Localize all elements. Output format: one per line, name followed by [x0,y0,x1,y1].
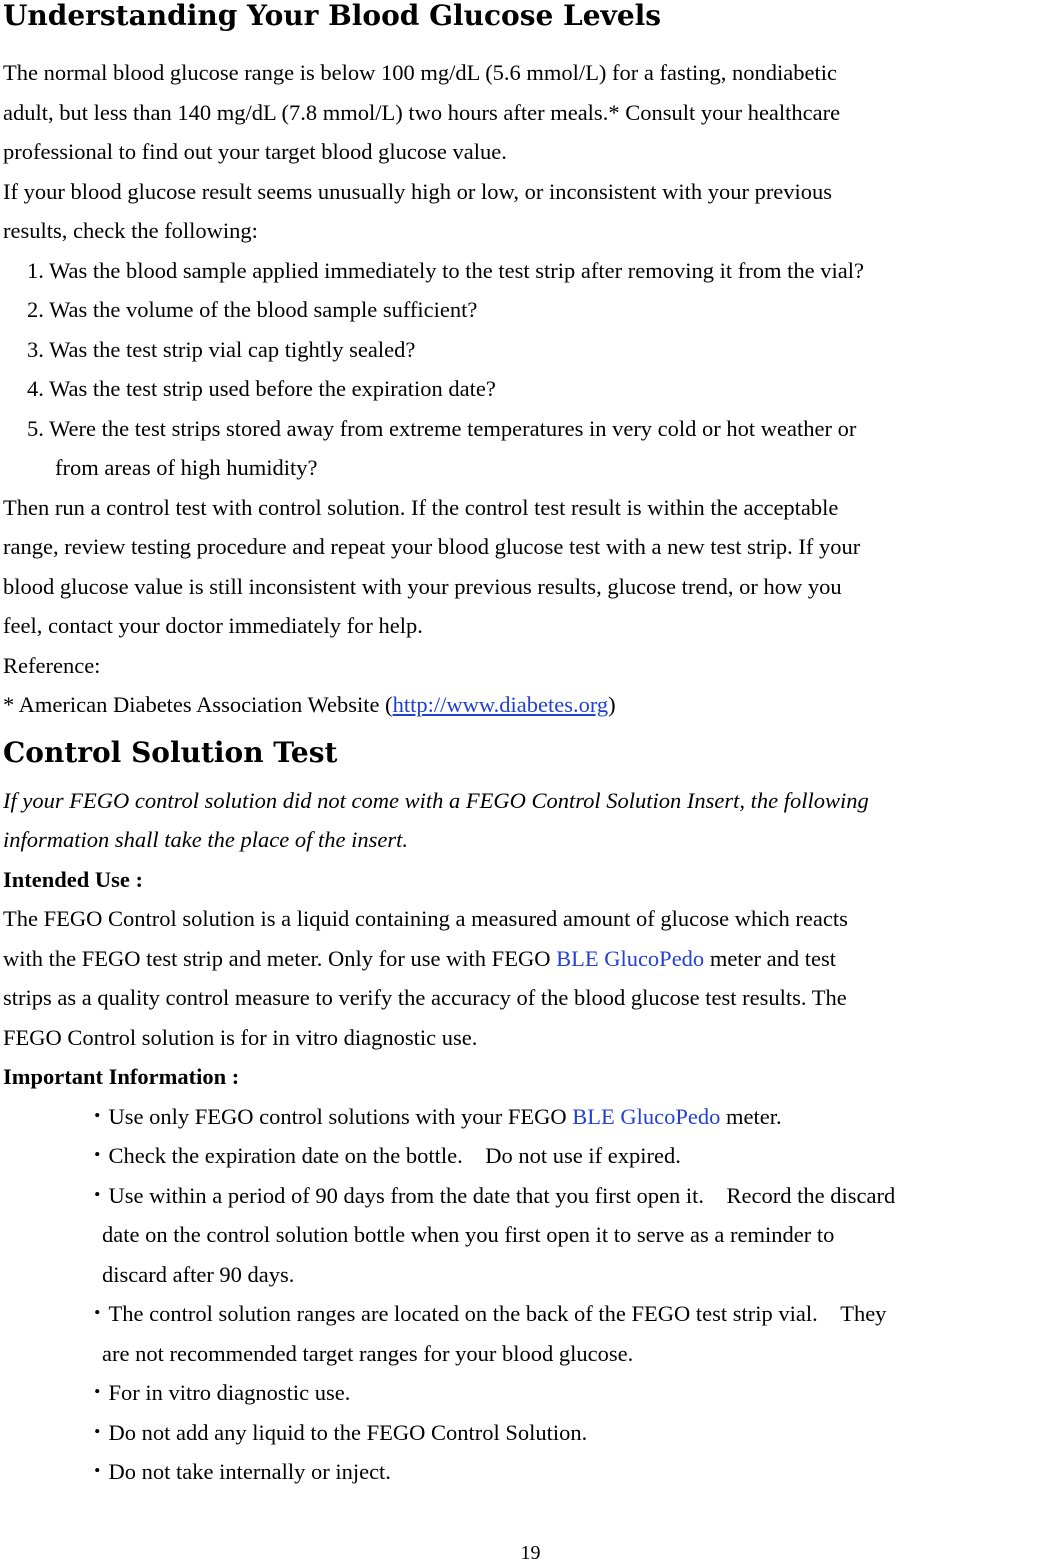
section-title-control-solution: Control Solution Test [3,735,338,769]
brand-name: BLE GlucoPedo [572,1103,721,1129]
paragraph-normal-range [3,53,1059,172]
text-line [3,939,1059,979]
checklist-item: 4. Was the test strip used before the expiration date? [27,376,496,401]
text-segment: For in vitro diagnostic use. [108,1380,351,1405]
text-segment: Check the expiration date on the bottle. Do not use if expired. [108,1143,681,1168]
insert-note [3,781,1059,860]
bullet-mark: ・ [86,1380,109,1405]
reference-link[interactable]: http://www.diabetes.org [392,692,609,717]
text-line: Then run a control test with control solution. If the control test result is within the acceptable [3,494,839,520]
reference-suffix: ) [608,692,616,717]
reference-prefix: * American Diabetes Association Website ( [3,692,393,717]
reference-entry [3,685,1059,725]
paragraph-control-test [3,488,1059,646]
intended-use-heading: Intended Use : [3,866,144,892]
checklist-item: 3. Was the test strip vial cap tightly sealed? [27,336,416,362]
text-line: The FEGO Control solution is a liquid containing a measured amount of glucose which reacts [3,906,848,931]
checklist-item: 1. Was the blood sample applied immediately to the test strip after removing it from the vial? [27,257,864,283]
bullet-mark: ・ [86,1459,109,1484]
text-segment: meter. [720,1103,782,1129]
bullet-continuation: are not recommended target ranges for your blood glucose. [102,1340,634,1366]
bullet-item [86,1373,1059,1413]
bullet-mark: ・ [86,1301,109,1326]
bullet-item [86,1136,1059,1176]
text-segment: Use within a period of 90 days from the date that you first open it. Record the discard [108,1182,896,1208]
paragraph-check-intro [3,172,1059,251]
bullet-mark: ・ [86,1182,109,1208]
text-line: The normal blood glucose range is below 100 mg/dL (5.6 mmol/L) for a fasting, nondiabetic [3,60,837,85]
bullet-item [86,1452,1059,1492]
text-line: strips as a quality control measure to verify the accuracy of the blood glucose test results. The [3,985,847,1010]
bullet-item [86,1176,1059,1216]
text-segment: Do not add any liquid to the FEGO Control Solution. [108,1419,588,1445]
bullet-item [86,1294,1059,1334]
document-page [3,0,1059,1492]
bullet-mark: ・ [86,1103,109,1129]
intended-use-paragraph [3,899,1059,1057]
checklist-item: 2. Was the volume of the blood sample sufficient? [27,297,478,322]
important-info-heading: Important Information : [3,1064,240,1089]
section-title-glucose-levels: Understanding Your Blood Glucose Levels [3,0,662,32]
checklist [3,251,1059,488]
text-line: FEGO Control solution is for in vitro diagnostic use. [3,1024,478,1050]
bullet-mark: ・ [86,1143,109,1168]
page-number: 19 [520,1542,541,1564]
text-line: adult, but less than 140 mg/dL (7.8 mmol/L) two hours after meals.* Consult your healthcare [3,99,841,125]
text-line: information shall take the place of the insert. [3,827,408,852]
text-line: professional to find out your target blood glucose value. [3,139,507,164]
brand-name: BLE GlucoPedo [556,945,705,971]
bullet-item [86,1413,1059,1453]
bullet-mark: ・ [86,1419,109,1445]
bullet-continuation: discard after 90 days. [102,1261,295,1287]
bullet-item [86,1097,1059,1137]
checklist-item: 5. Were the test strips stored away from extreme temperatures in very cold or hot weather or [27,415,857,441]
text-segment: meter and test [704,945,837,971]
text-segment: The control solution ranges are located on the back of the FEGO test strip vial. They [108,1301,887,1326]
text-line: feel, contact your doctor immediately for help. [3,613,423,638]
text-line: range, review testing procedure and repeat your blood glucose test with a new test strip. If your [3,534,861,559]
reference-label: Reference: [3,652,101,678]
text-segment: with the FEGO test strip and meter. Only for use with FEGO [3,945,557,971]
text-line: If your blood glucose result seems unusually high or low, or inconsistent with your previous [3,178,833,204]
text-line: results, check the following: [3,218,258,243]
text-segment: Do not take internally or inject. [108,1459,391,1484]
text-line: blood glucose value is still inconsistent with your previous results, glucose trend, or how you [3,573,842,599]
text-segment: Use only FEGO control solutions with your FEGO [108,1103,573,1129]
checklist-item-continuation: from areas of high humidity? [55,455,318,480]
important-info-list [3,1097,1059,1492]
text-line: If your FEGO control solution did not come with a FEGO Control Solution Insert, the following [3,787,869,813]
bullet-continuation: date on the control solution bottle when you first open it to serve as a reminder to [102,1222,835,1247]
